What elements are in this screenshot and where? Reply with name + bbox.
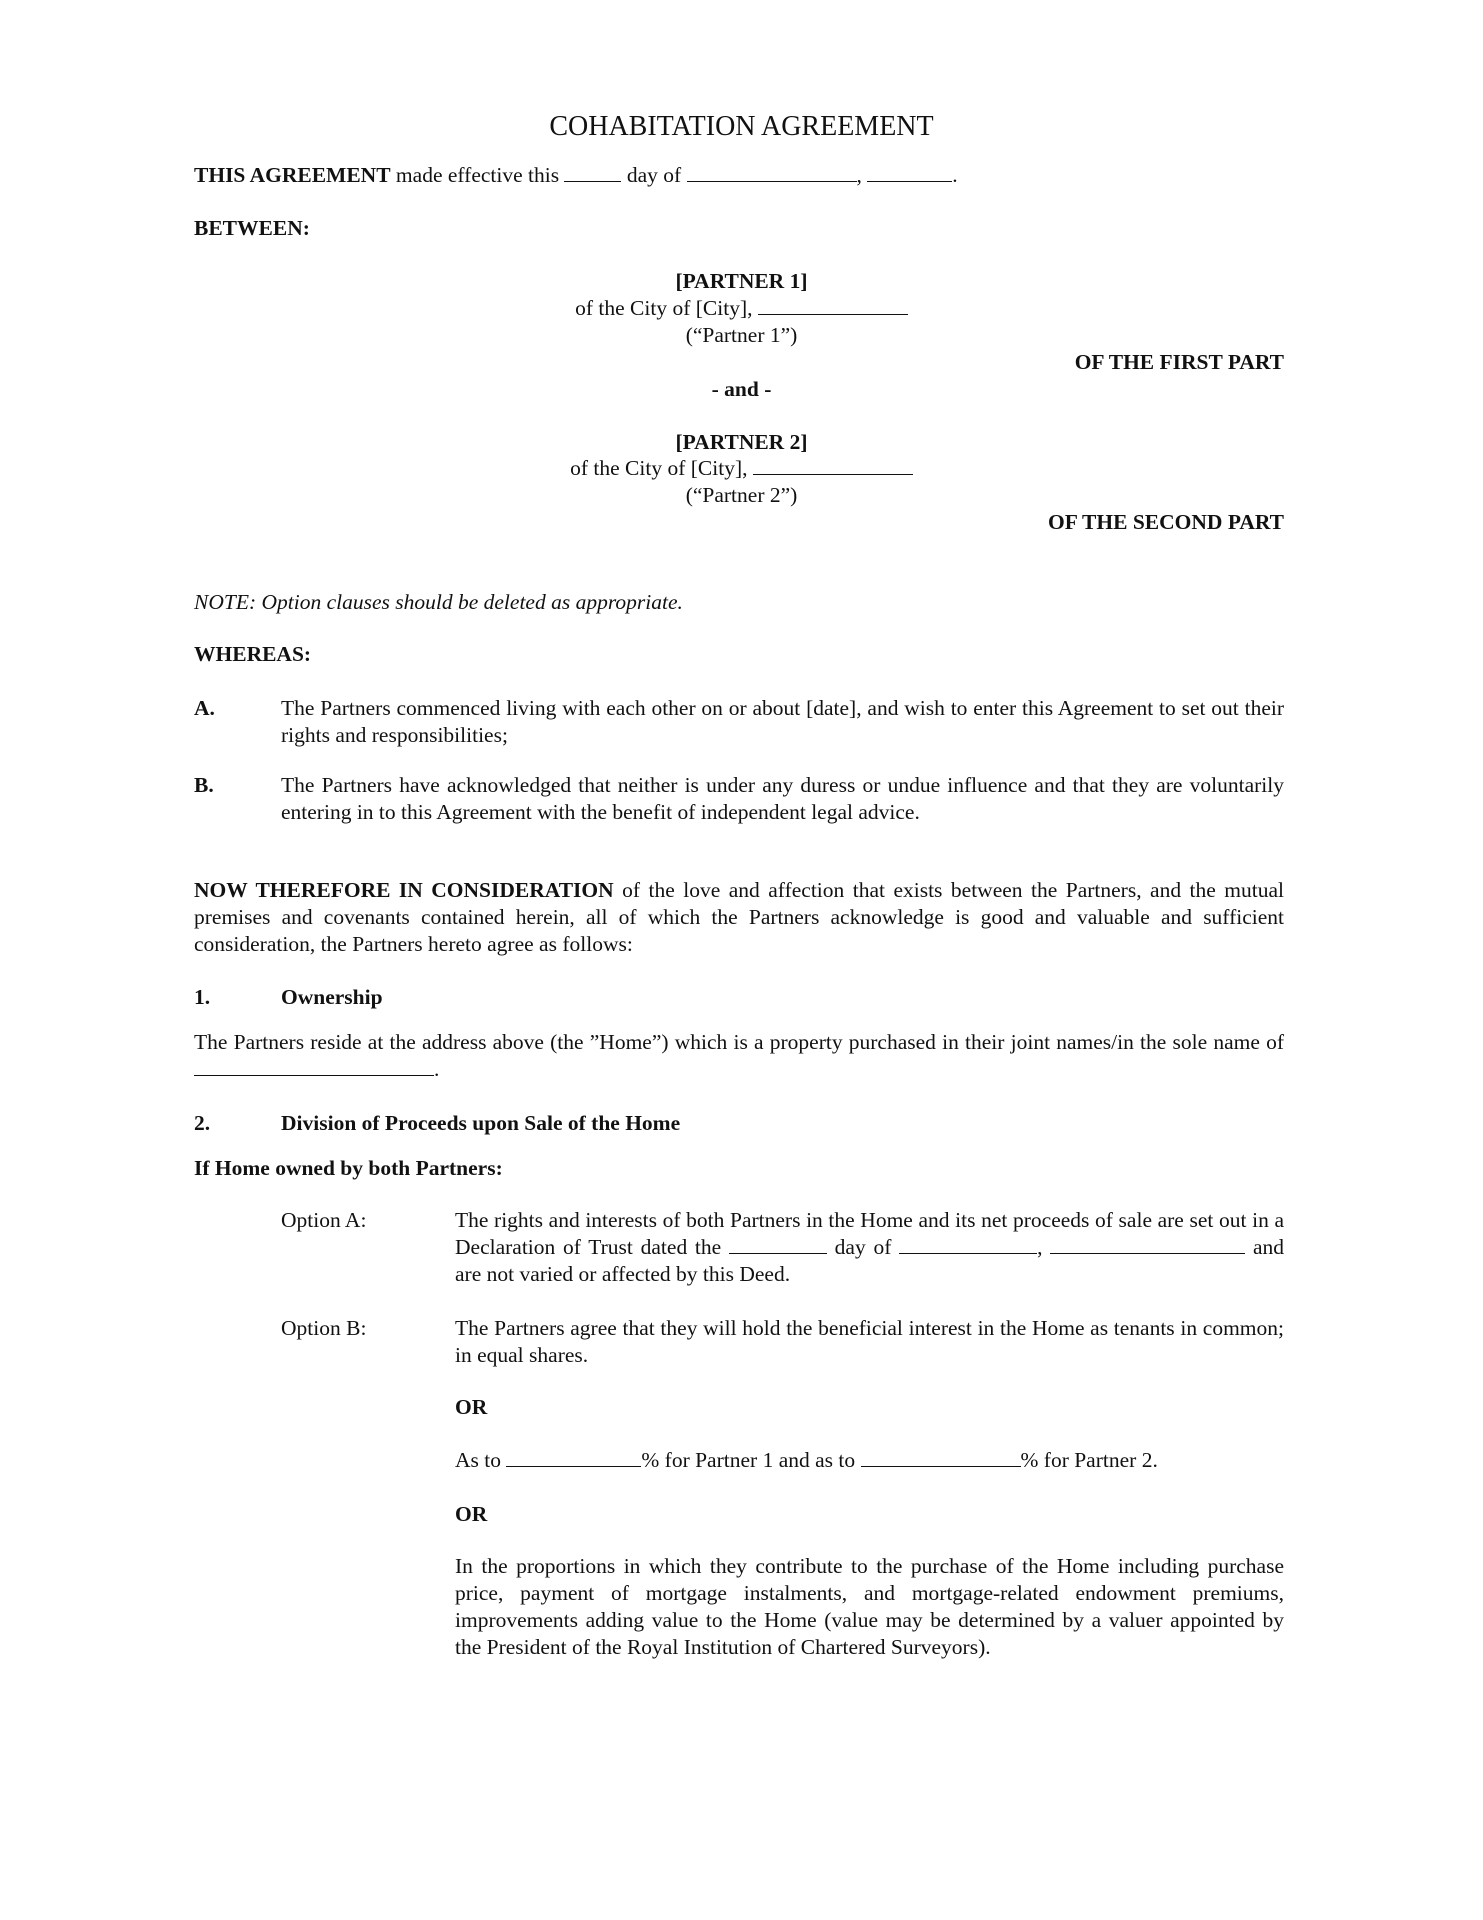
owner-name-blank[interactable] <box>194 1057 434 1076</box>
partner1-blank[interactable] <box>758 296 908 315</box>
trust-year-blank[interactable] <box>1050 1235 1245 1254</box>
or-separator: OR <box>455 1395 488 1419</box>
partner1-city <box>0 295 1483 322</box>
section-heading: Division of Proceeds upon Sale of the Home <box>281 1111 681 1135</box>
between-label: BETWEEN: <box>194 216 310 240</box>
consideration-text: of the love and affection that exists between the Partners, and the mutual premises and covenants contained herein, all of which the Partners acknowledge is good and valuable and sufficient consideration, the Partners hereto agree as follows: <box>194 878 1285 956</box>
percentage-text: % for Partner 1 and as to <box>641 1448 861 1472</box>
partner2-blank[interactable] <box>753 456 913 475</box>
recital-text: The Partners commenced living with each other on or about [date], and wish to enter this Agreement to set out their rights and responsibilities; <box>281 696 1284 747</box>
second-part-label: OF THE SECOND PART <box>1048 510 1284 534</box>
option-b-text: The Partners agree that they will hold the beneficial interest in the Home as tenants in common; in equal shares. <box>455 1316 1284 1367</box>
subheading: If Home owned by both Partners: <box>194 1156 503 1180</box>
option-a-body: The rights and interests of both Partners in the Home and its net proceeds of sale are set out in a Declaration of Trust dated the <box>455 1208 1284 1259</box>
partner1-alias: (“Partner 1”) <box>685 323 798 347</box>
recital-text: The Partners have acknowledged that neither is under any duress or undue influence and that they are voluntarily entering in to this Agreement with the benefit of independent legal advice. <box>281 773 1284 824</box>
partner1-name: [PARTNER 1] <box>675 269 808 293</box>
section-heading: Ownership <box>281 985 383 1009</box>
and-separator: - and - <box>711 377 772 401</box>
partner2-name: [PARTNER 2] <box>675 430 808 454</box>
recital-label: A. <box>194 696 215 720</box>
partner1-percent-blank[interactable] <box>506 1448 641 1467</box>
or-separator: OR <box>455 1502 488 1526</box>
option-a-body: day of <box>826 1235 900 1259</box>
partner2-city <box>0 455 1483 482</box>
percentage-text: As to <box>455 1448 507 1472</box>
section-number: 2. <box>194 1111 211 1135</box>
day-blank[interactable] <box>564 163 621 182</box>
month-blank[interactable] <box>687 163 857 182</box>
intro-text: made effective this <box>390 163 565 187</box>
trust-month-blank[interactable] <box>899 1235 1037 1254</box>
ownership-text <box>194 1029 1284 1083</box>
intro-text: . <box>952 163 958 187</box>
recital-label: B. <box>194 773 214 797</box>
trust-day-blank[interactable] <box>729 1235 827 1254</box>
partner2-city-text: of the City of [City], <box>570 456 753 480</box>
first-part-label: OF THE FIRST PART <box>1074 350 1284 374</box>
consideration-bold: NOW THEREFORE IN CONSIDERATION <box>194 878 614 902</box>
option-a-body: and are not varied or affected by this Deed. <box>455 1235 1285 1286</box>
partner1-city-text: of the City of [City], <box>575 296 758 320</box>
whereas-label: WHEREAS: <box>194 642 312 666</box>
intro-text: , <box>856 163 868 187</box>
percentage-text: % for Partner 2. <box>1020 1448 1158 1472</box>
proportions-text: In the proportions in which they contribute to the purchase of the Home including purchase price, payment of mortgage instalments, and mortgage-related endowment premiums, improvements adding value to the Home (value may be determined by a valuer appointed by the President of the Royal Institution of Chartered Surveyors). <box>455 1554 1284 1659</box>
option-a-body: , <box>1037 1235 1051 1259</box>
note: NOTE: Option clauses should be deleted as appropriate. <box>194 590 683 614</box>
intro-line <box>194 162 1284 189</box>
ownership-body: The Partners reside at the address above (the ”Home”) which is a property purchased in their joint names/in the sole name of <box>194 1030 1284 1054</box>
option-a-label: Option A: <box>281 1208 367 1232</box>
option-b-label: Option B: <box>281 1316 367 1340</box>
percentage-line <box>455 1447 1284 1474</box>
partner2-alias: (“Partner 2”) <box>685 483 798 507</box>
intro-text: day of <box>621 163 687 187</box>
section-number: 1. <box>194 985 211 1009</box>
intro-bold: THIS AGREEMENT <box>194 163 391 187</box>
option-a-text <box>455 1207 1284 1288</box>
year-blank[interactable] <box>867 163 952 182</box>
ownership-end: . <box>434 1057 440 1081</box>
document-title: COHABITATION AGREEMENT <box>549 111 934 142</box>
consideration-clause <box>194 877 1284 958</box>
partner2-percent-blank[interactable] <box>861 1448 1021 1467</box>
